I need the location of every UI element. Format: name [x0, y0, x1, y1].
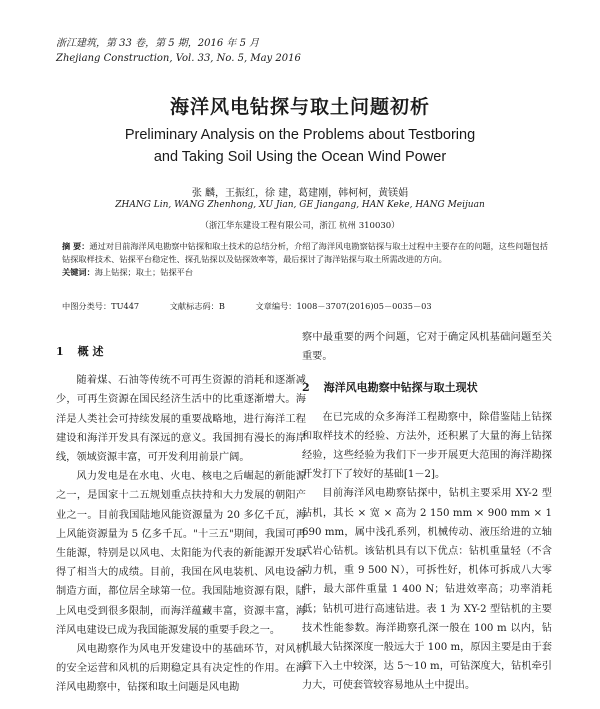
section1-continuation: 察中最重要的两个问题，它对于确定风机基础问题至关重要。 — [302, 332, 552, 363]
abstract-label: 摘 要： — [62, 241, 90, 251]
classification-row — [62, 301, 460, 312]
journal-line-en: Zhejiang Construction, Vol. 33, No. 5, May 2016 — [56, 53, 301, 64]
title-chinese: 海洋风电钻探与取土问题初析 — [169, 96, 430, 118]
title-english-line1: Preliminary Analysis on the Problems about Testboring — [124, 127, 476, 143]
journal-line-cn: 浙江建筑，第 33 卷，第 5 期，2016 年 5 月 — [56, 38, 260, 49]
abstract-text: 通过对目前海洋风电勘察中钻探和取土技术的总结分析，介绍了海洋风电勘察钻探与取土过程中主要存在的问题，这些问题包括钻探取样技术、钻探平台稳定性、探孔钻探以及钻探效率等，最后探讨了海洋钻探与取土所需改进的方向。 — [62, 241, 548, 264]
keywords-text: 海上钻探；取土；钻探平台 — [94, 267, 194, 277]
title-english-line2: and Taking Soil Using the Ocean Wind Power — [153, 149, 447, 165]
section2-heading — [302, 378, 552, 397]
section2-paragraph2: 目前海洋风电勘察钻探中，钻机主要采用 XY-2 型钻机，其长 × 宽 × 高为 2 150 mm × 900 mm × 1 690 mm，属中浅孔系列，机械传动、液压给进的立轴式岩心钻机。该钻机具有以下优点：钻机重量轻（不含动力机，重 9 500 N），可拆性好，机体可拆成八大零件，最大部件重量 1 400 N；钻进效率高；功率消耗低；钻机可进行高速钻进。表 1 为 XY-2 型钻机的主要技术性能参数。海洋勘察孔深一般在 100 m 以内，钻机最大钻探深度一般远大于 100 m，原因主要是由于套管下入土中较深，达 5～10 m，可钻深度大，钻机牵引力大，可使套管较容易地从土中提出。 — [302, 488, 552, 692]
article-number: 文章编号：1008－3707(2016)05－0035－03 — [255, 301, 432, 311]
abstract — [62, 240, 548, 279]
title-english — [0, 124, 600, 168]
section2-title: 海洋风电勘察中钻探与取土现状 — [323, 381, 478, 395]
keywords — [62, 266, 548, 279]
section1-number: 1 — [56, 345, 64, 358]
left-column — [56, 330, 306, 698]
authors-english: ZHANG Lin, WANG Zhenhong, XU Jian, GE Jiangang, HAN Keke, HANG Meijuan — [115, 200, 485, 210]
section1-heading — [56, 342, 306, 361]
right-column — [302, 330, 552, 696]
section1-paragraph2: 风力发电是在水电、火电、核电之后崛起的新能源之一，是国家十二五规划重点扶持和大力发展的朝阳产业之一。目前我国陆地风能资源量为 20 多亿千瓦，海上风能资源量为 5 亿多千瓦。"十三五"期间，我国可再生能源，特别是以风电、太阳能为代表的新能源开发取得了相当大的成绩。目前，我国在风电装机、风电设备制造方面，都位居全球第一位。我国陆地资源有限，陆上风电受到很多限制，而海洋蕴藏丰富，资源丰富，海洋风电建设已成为我国能源发展的重要手段之一。 — [56, 471, 306, 636]
section1-paragraph3: 风电勘察作为风电开发建设中的基础环节，对风机的安全运营和风机的后期稳定具有决定性的作用。在海洋风电勘察中，钻探和取土问题是风电勘 — [56, 644, 306, 694]
keywords-label: 关键词： — [62, 267, 95, 277]
section2-number: 2 — [302, 381, 310, 395]
section1-paragraph1: 随着煤、石油等传统不可再生资源的消耗和逐渐减少，可再生资源在国民经济生活中的比重逐渐增大。海洋是人类社会可持续发展的重要战略地，进行海洋工程建设和海洋开发具有深远的意义。我国拥有漫长的海岸线，领域资源丰富，可开发利用前景广阔。 — [56, 375, 306, 464]
journal-header — [56, 36, 301, 66]
section1-title: 概 述 — [77, 345, 104, 358]
document-code: 文献标志码：B — [169, 301, 225, 311]
authors-chinese: 张 麟，王振红，徐 建，葛建刚，韩柯柯，黄镁娟 — [191, 188, 409, 199]
abstract-body — [62, 240, 548, 266]
clc-number: 中图分类号：TU447 — [62, 301, 140, 311]
affiliation: （浙江华东建设工程有限公司，浙江 杭州 310030） — [200, 221, 400, 231]
section2-paragraph1: 在已完成的众多海洋工程勘察中，除借鉴陆上钻探和取样技术的经验、方法外，还积累了大量的海上钻探经验，这些经验为我们下一步开展更大范围的海洋勘探开发打下了较好的基础[1－2]。 — [302, 411, 552, 481]
